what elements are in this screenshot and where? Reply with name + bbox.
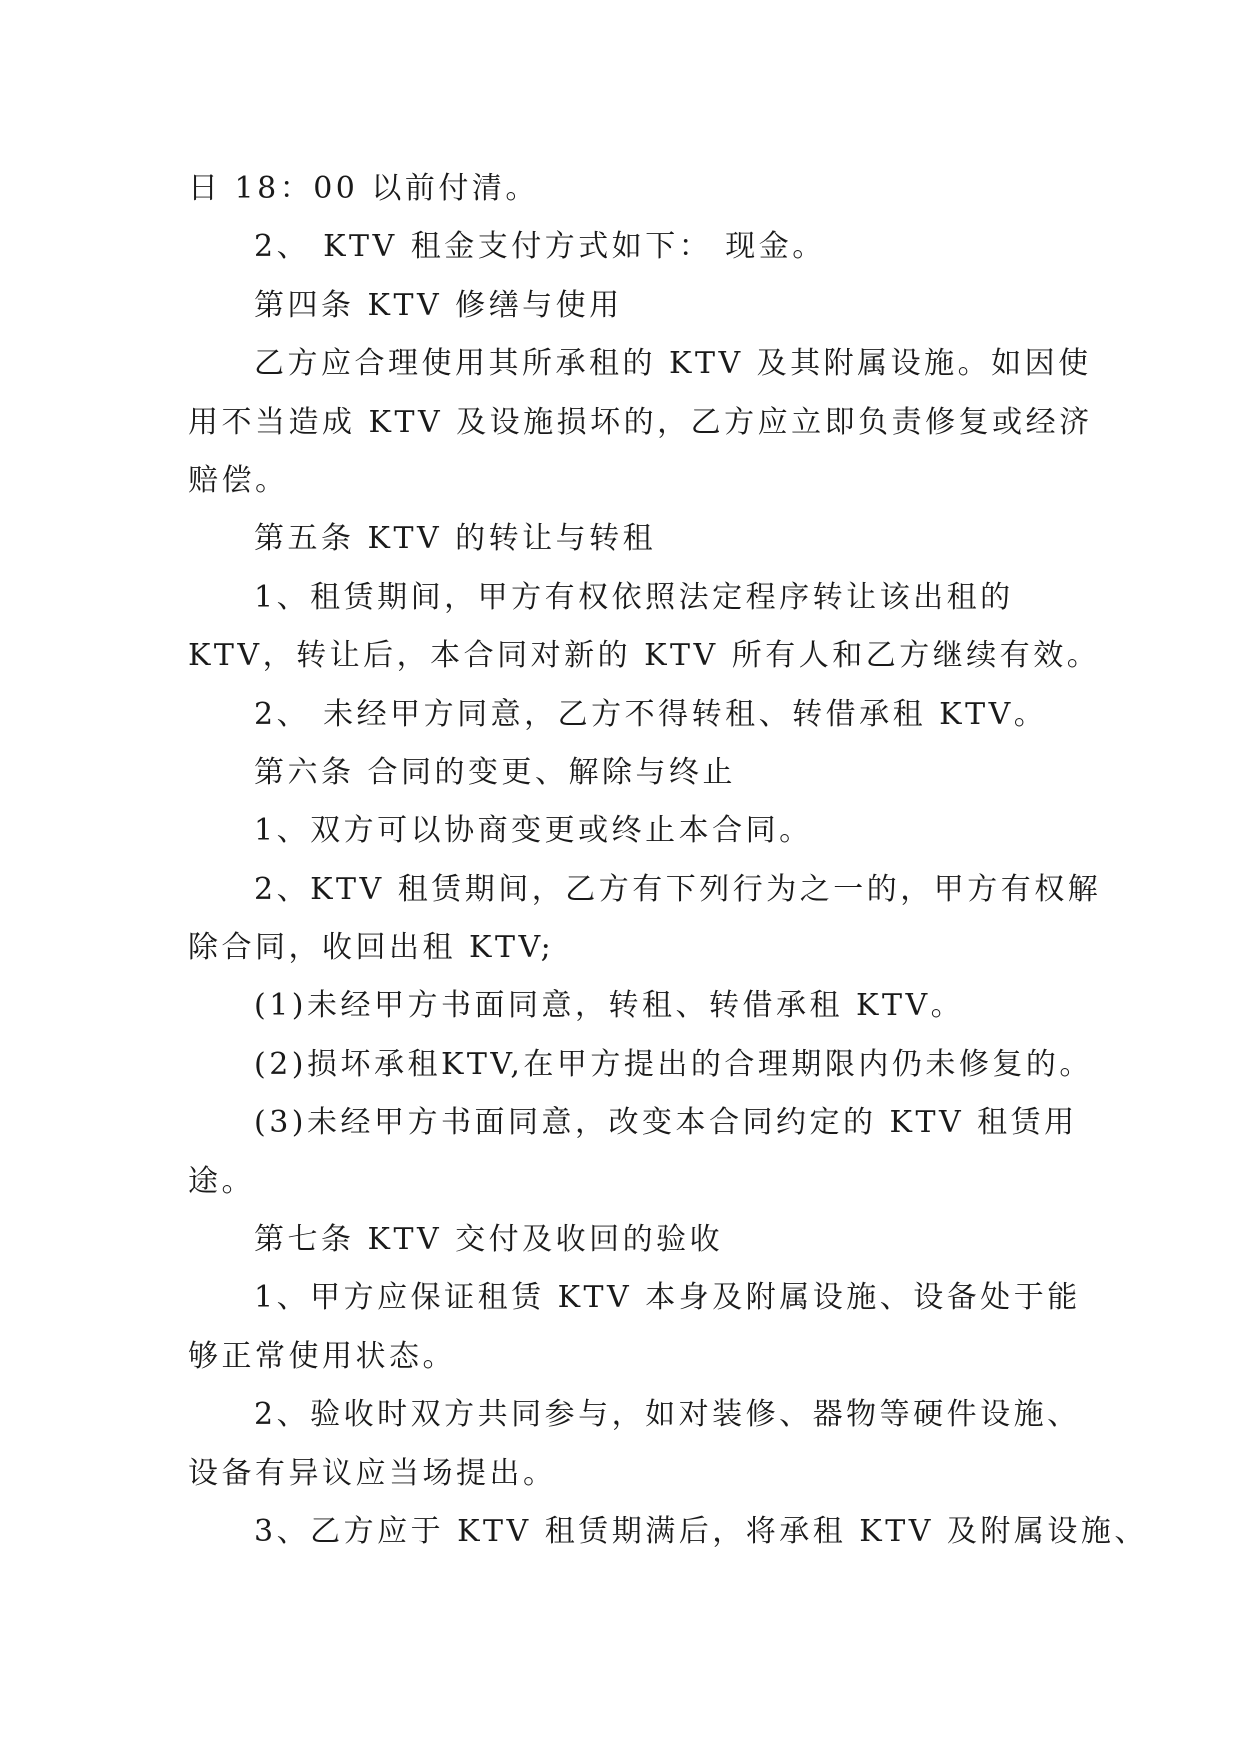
text-line: (3)未经甲方书面同意，改变本合同约定的 KTV 租赁用 xyxy=(254,1105,1078,1141)
section-heading: 第六条 合同的变更、解除与终止 xyxy=(254,754,737,790)
text-line: (1)未经甲方书面同意，转租、转借承租 KTV。 xyxy=(254,988,965,1024)
section-heading: 第七条 KTV 交付及收回的验收 xyxy=(254,1222,724,1258)
text-line: 2、 未经甲方同意，乙方不得转租、转借承租 KTV。 xyxy=(254,696,1048,732)
text-line: 2、 KTV 租金支付方式如下： 现金。 xyxy=(254,229,826,265)
text-line: 够正常使用状态。 xyxy=(188,1338,456,1374)
text-line: 1、双方可以协商变更或终止本合同。 xyxy=(254,813,813,849)
text-line: 除合同，收回出租 KTV; xyxy=(188,930,555,966)
text-line: 乙方应合理使用其所承租的 KTV 及其附属设施。如因使 xyxy=(254,346,1092,382)
section-heading: 第五条 KTV 的转让与转租 xyxy=(254,521,657,557)
text-line: 用不当造成 KTV 及设施损坏的，乙方应立即负责修复或经济 xyxy=(188,404,1093,440)
text-line: 赔偿。 xyxy=(188,462,289,498)
text-line: 设备有异议应当场提出。 xyxy=(188,1455,557,1491)
text-line: 1、甲方应保证租赁 KTV 本身及附属设施、设备处于能 xyxy=(254,1280,1081,1316)
text-line: 日 18：00 以前付清。 xyxy=(188,171,539,206)
text-line: 3、乙方应于 KTV 租赁期满后，将承租 KTV 及附属设施、 xyxy=(254,1513,1148,1549)
text-line: 1、租赁期间，甲方有权依照法定程序转让该出租的 xyxy=(254,579,1014,615)
text-line: 2、KTV 租赁期间，乙方有下列行为之一的，甲方有权解 xyxy=(254,871,1102,907)
document-body xyxy=(188,160,1148,1561)
section-heading: 第四条 KTV 修缮与使用 xyxy=(254,287,623,323)
text-line: 2、验收时双方共同参与，如对装修、器物等硬件设施、 xyxy=(254,1397,1081,1433)
text-line: KTV，转让后，本合同对新的 KTV 所有人和乙方继续有效。 xyxy=(188,638,1101,674)
text-line: (2)损坏承租KTV,在甲方提出的合理期限内仍未修复的。 xyxy=(254,1046,1093,1082)
text-line: 途。 xyxy=(188,1163,255,1199)
